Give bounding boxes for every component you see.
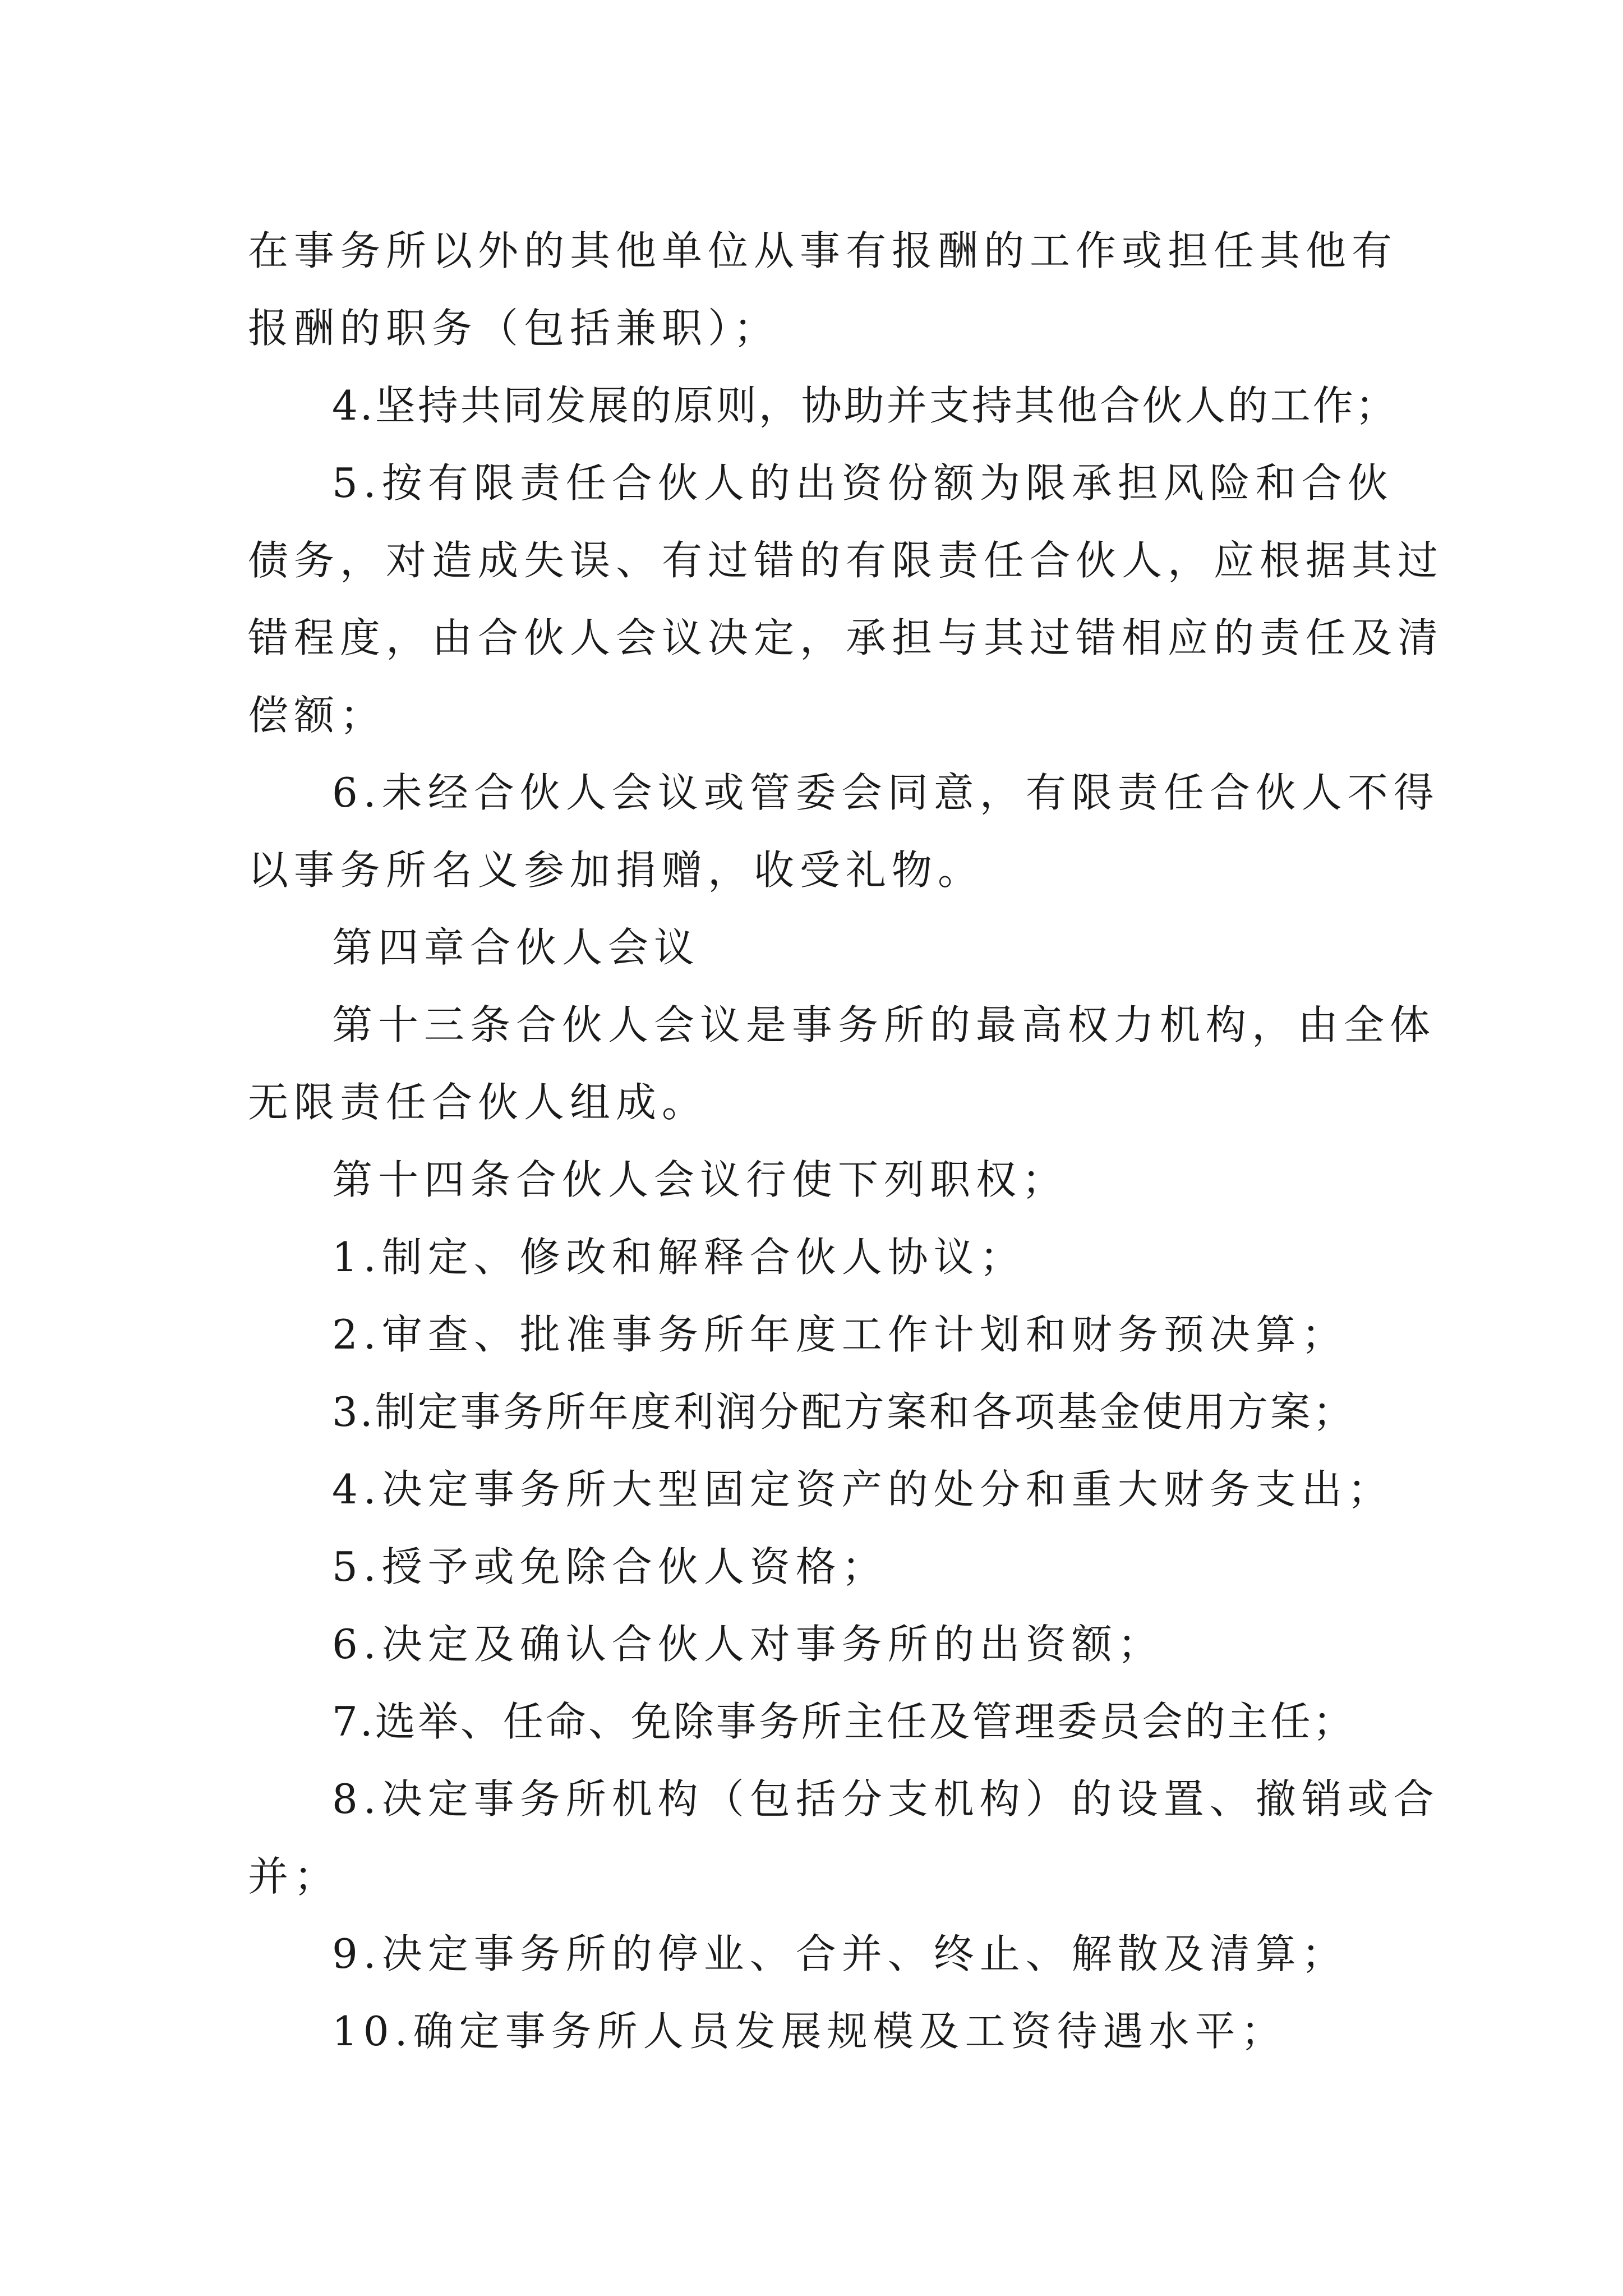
text-line: 4.坚持共同发展的原则，协助并支持其他合伙人的工作； [332,382,1398,429]
text-line: 第十三条合伙人会议是事务所的最高权力机构，由全体 [332,1001,1436,1048]
list-item: 7.选举、任命、免除事务所主任及管理委员会的主任； [332,1698,1355,1745]
text-line: 第十四条合伙人会议行使下列职权； [332,1156,1068,1203]
list-item: 2.审查、批准事务所年度工作计划和财务预决算； [332,1311,1348,1358]
text-line: 以事务所名义参加捐赠，收受礼物。 [248,846,984,894]
text-line: 6.未经合伙人会议或管委会同意，有限责任合伙人不得 [332,769,1440,816]
text-line: 报酬的职务（包括兼职）； [248,305,780,352]
list-item: 6.决定及确认合伙人对事务所的出资额； [332,1621,1164,1668]
list-item: 1.制定、修改和解释合伙人协议； [332,1234,1026,1281]
document-body [248,212,1444,2070]
list-item: 8.决定事务所机构（包括分支机构）的设置、撤销或合 [332,1775,1440,1823]
text-line: 并； [248,1853,340,1900]
text-line: 5.按有限责任合伙人的出资份额为限承担风险和合伙 [332,459,1394,507]
text-line: 错程度，由合伙人会议决定，承担与其过错相应的责任及清 [248,614,1444,661]
text-line: 债务，对造成失误、有过错的有限责任合伙人，应根据其过 [248,537,1444,584]
list-item: 3.制定事务所年度利润分配方案和各项基金使用方案； [332,1388,1355,1435]
text-line: 偿额； [248,692,386,739]
text-line: 无限责任合伙人组成。 [248,1079,708,1126]
list-item: 5.授予或免除合伙人资格； [332,1543,888,1590]
list-item: 10.确定事务所人员发展规模及工资待遇水平； [332,2008,1287,2055]
text-line: 在事务所以外的其他单位从事有报酬的工作或担任其他有 [248,227,1398,274]
chapter-heading: 第四章合伙人会议 [332,924,700,971]
list-item: 9.决定事务所的停业、合并、终止、解散及清算； [332,1930,1348,1977]
list-item: 4.决定事务所大型固定资产的处分和重大财务支出； [332,1466,1394,1513]
